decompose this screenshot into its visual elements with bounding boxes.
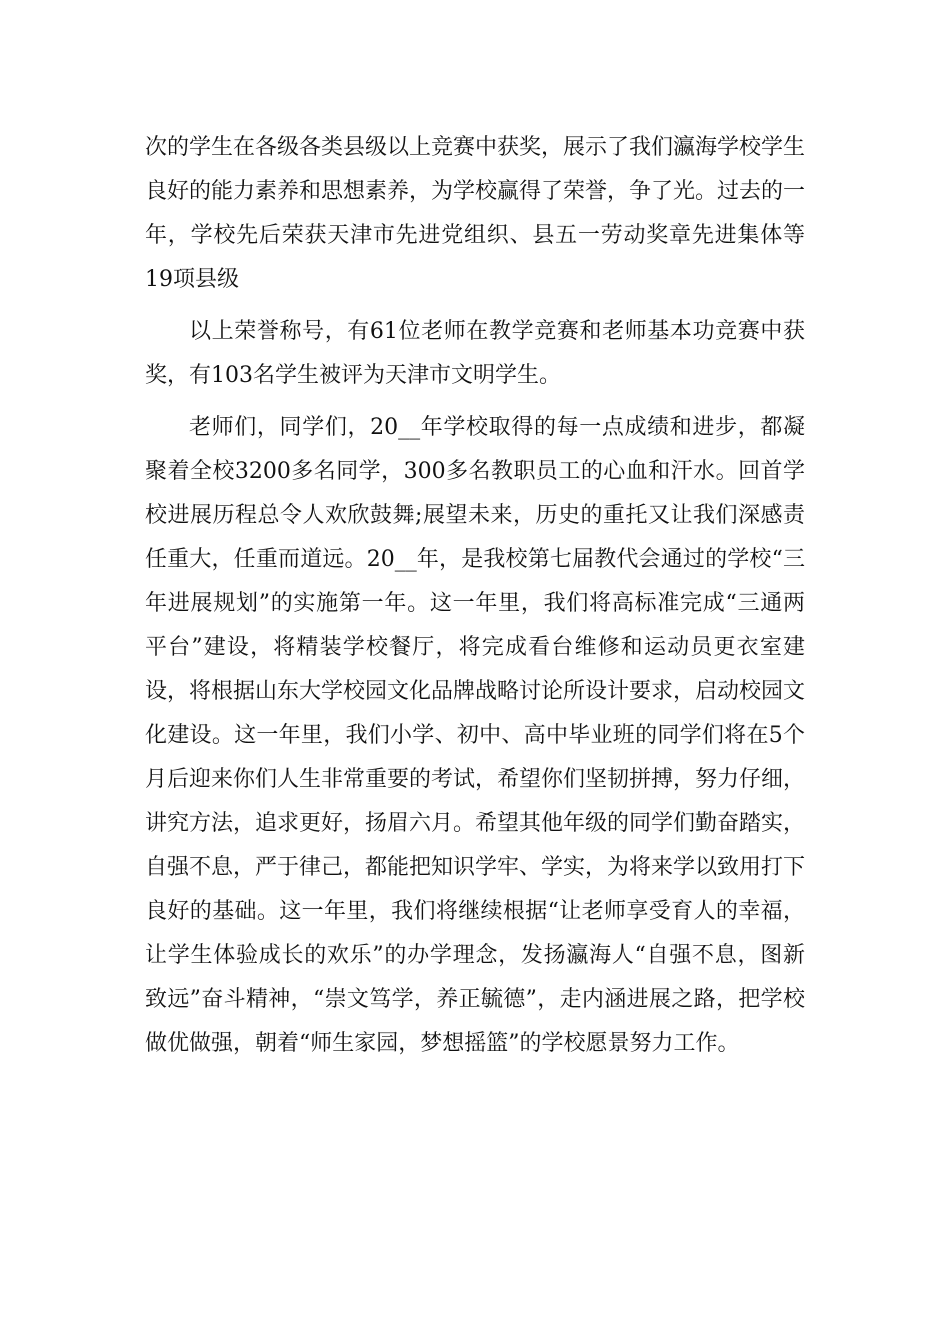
- paragraph-1: 次的学生在各级各类县级以上竞赛中获奖，展示了我们瀛海学校学生良好的能力素养和思想素养，为学校赢得了荣誉，争了光。过去的一年，学校先后荣获天津市先进党组织、县五一劳动奖章先进集体等19项县级: [145, 135, 806, 292]
- document-body: [145, 126, 805, 1074]
- paragraph-3: 老师们，同学们，20__年学校取得的每一点成绩和进步，都凝聚着全校3200多名同学，300多名教职员工的心血和汗水。回首学校进展历程总令人欢欣鼓舞;展望未来，历史的重托又让我们深感责任重大，任重而道远。20__年，是我校第七届教代会通过的学校“三年进展规划”的实施第一年。这一年里，我们将高标准完成“三通两平台”建设，将精装学校餐厅，将完成看台维修和运动员更衣室建设，将根据山东大学校园文化品牌战略讨论所设计要求，启动校园文化建设。这一年里，我们小学、初中、高中毕业班的同学们将在5个月后迎来你们人生非常重要的考试，希望你们坚韧拼搏，努力仔细，讲究方法，追求更好，扬眉六月。希望其他年级的同学们勤奋踏实，自强不息，严于律己，都能把知识学牢、学实，为将来学以致用打下良好的基础。这一年里，我们将继续根据“让老师享受育人的幸福，让学生体验成长的欢乐”的办学理念，发扬瀛海人“自强不息，图新致远”奋斗精神，“崇文笃学，养正毓德”，走内涵进展之路，把学校做优做强，朝着“师生家园，梦想摇篮”的学校愿景努力工作。: [145, 415, 806, 1056]
- paragraph-2: 以上荣誉称号，有61位老师在教学竞赛和老师基本功竞赛中获奖，有103名学生被评为天津市文明学生。: [145, 319, 805, 388]
